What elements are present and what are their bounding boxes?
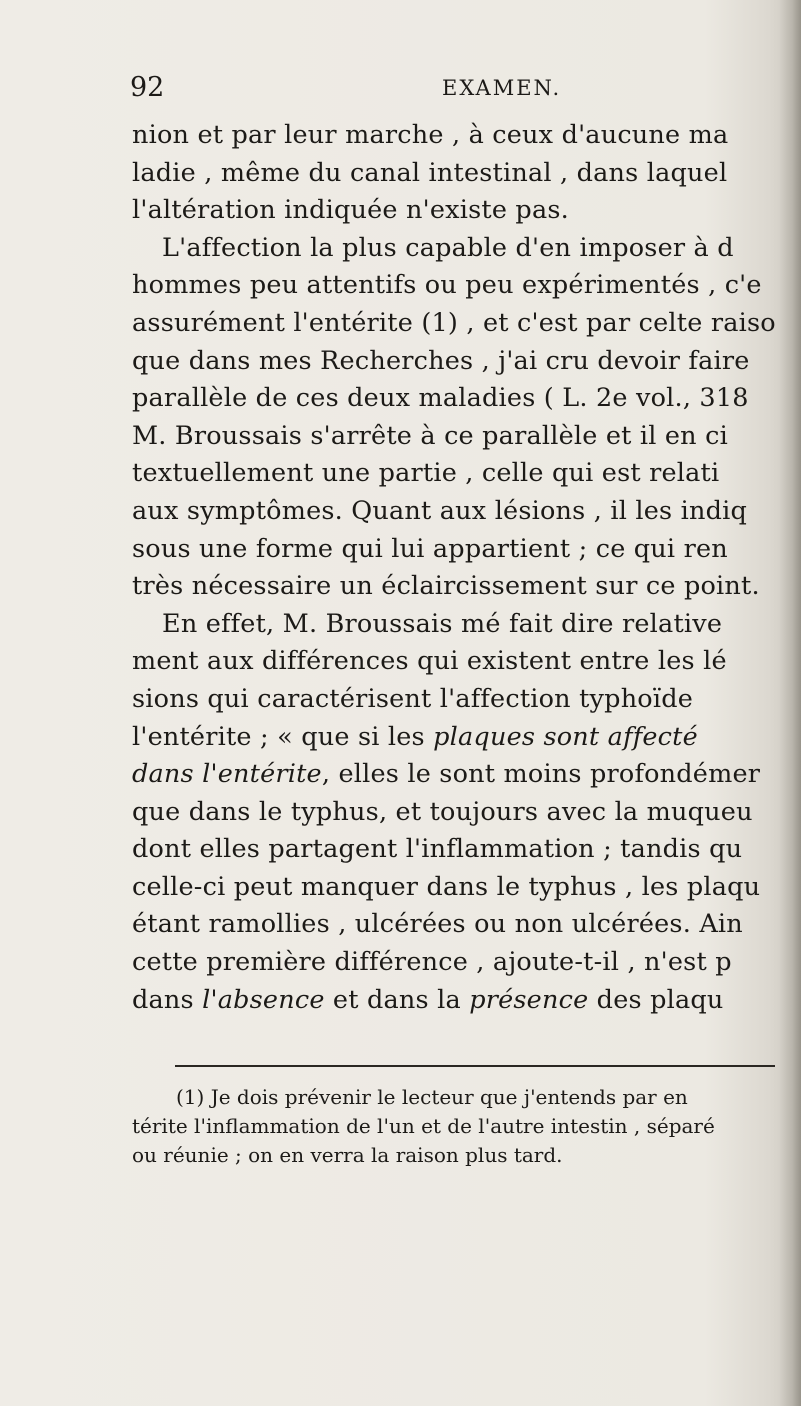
footnote-line: térite l'inflammation de l'un et de l'autre intestin , séparé (132, 1114, 715, 1138)
text-line: hommes peu attentifs ou peu expérimentés , c'e (132, 270, 762, 301)
body-text (132, 117, 776, 1019)
text-line: sions qui caractérisent l'affection typhoïde (132, 683, 694, 714)
text-line: M. Broussais s'arrête à ce parallèle et il en ci (132, 420, 728, 451)
text-line: ment aux différences qui existent entre les lé (132, 646, 727, 677)
footnote (132, 1083, 772, 1170)
text-line: que dans mes Recherches , j'ai cru devoir faire (132, 345, 750, 376)
text-line: dont elles partagent l'inflammation ; tandis qu (132, 834, 743, 865)
text-line: sous une forme qui lui appartient ; ce qui ren (132, 533, 728, 564)
text-segment: et dans la (324, 984, 470, 1015)
text-segment: des plaqu (588, 984, 724, 1015)
page-edge-shadow (779, 0, 801, 1406)
text-line: aux symptômes. Quant aux lésions , il les indiq (132, 495, 747, 526)
footnote-divider (175, 1065, 775, 1067)
footnote-line: (1) Je dois prévenir le lecteur que j'entends par en (176, 1085, 688, 1109)
text-line: celle-ci peut manquer dans le typhus , les plaqu (132, 871, 761, 902)
text-segment: l'entérite ; « que si les (132, 721, 434, 752)
text-line (132, 719, 772, 757)
italic-segment: l'absence (202, 984, 325, 1015)
text-line: textuellement une partie , celle qui est relati (132, 458, 720, 489)
page-number: 92 (130, 72, 165, 103)
italic-segment: présence (469, 984, 589, 1015)
text-line: L'affection la plus capable d'en imposer à d (162, 232, 734, 263)
text-segment: dans (132, 984, 203, 1015)
text-line (132, 982, 772, 1020)
text-line: ladie , même du canal intestinal , dans laquel (132, 157, 728, 188)
text-line: assurément l'entérite (1) , et c'est par celte raiso (132, 307, 776, 338)
running-head (130, 72, 750, 112)
text-line: très nécessaire un éclaircissement sur ce point. (132, 571, 760, 602)
text-line: En effet, M. Broussais mé fait dire relative (162, 608, 723, 639)
text-line: l'altération indiquée n'existe pas. (132, 195, 569, 226)
running-title: EXAMEN. (442, 76, 562, 100)
text-line: parallèle de ces deux maladies ( L. 2e vol., 318 (132, 383, 749, 414)
text-line (132, 756, 772, 794)
text-line: étant ramollies , ulcérées ou non ulcérées. Ain (132, 909, 743, 940)
text-segment: , elles le sont moins profondémer (321, 759, 761, 790)
italic-segment: plaques sont affecté (433, 721, 698, 752)
italic-segment: dans l'entérite (132, 759, 322, 790)
text-line: cette première différence , ajoute-t-il , n'est p (132, 947, 732, 978)
text-line: que dans le typhus, et toujours avec la muqueu (132, 796, 753, 827)
text-line: nion et par leur marche , à ceux d'aucune ma (132, 120, 729, 150)
footnote-line: ou réunie ; on en verra la raison plus tard. (132, 1143, 563, 1167)
